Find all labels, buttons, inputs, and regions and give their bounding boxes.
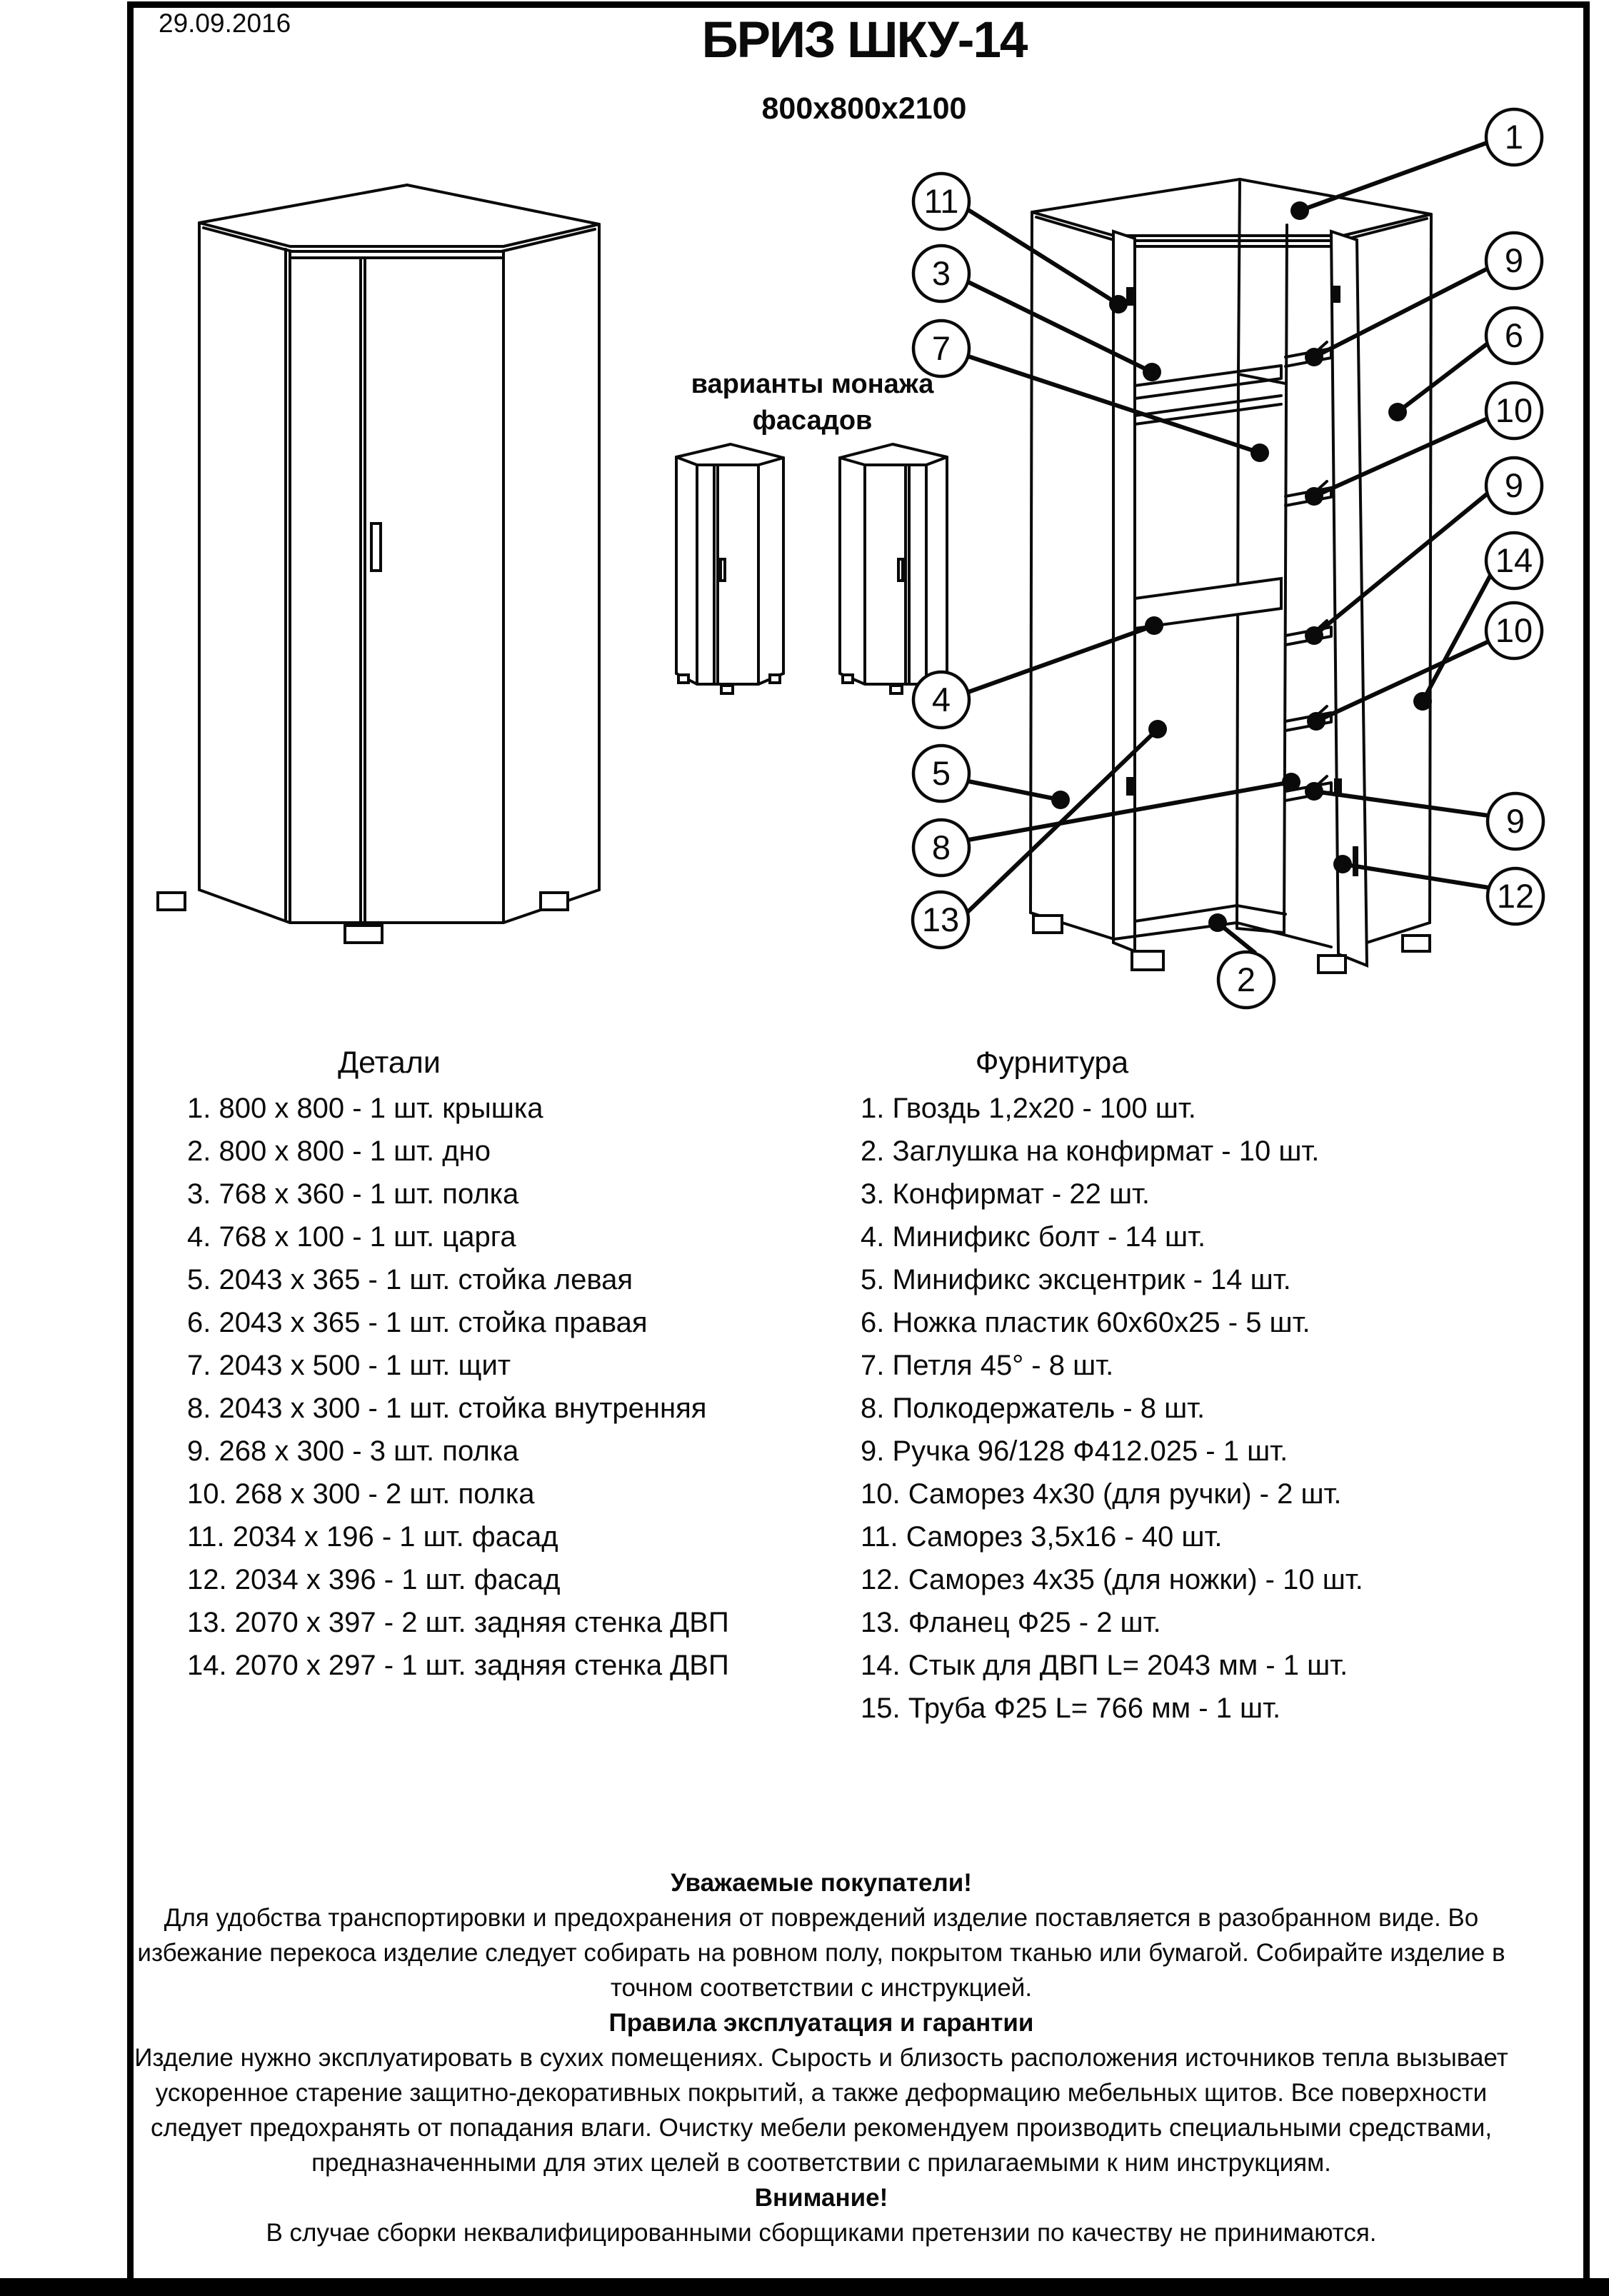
svg-text:3: 3	[931, 254, 951, 292]
facade-variant-left-drawing	[676, 444, 783, 693]
hardware-header: Фурнитура	[975, 1046, 1129, 1080]
list-item: 10. 268 х 300 - 2 шт. полка	[187, 1478, 535, 1510]
svg-text:9: 9	[1505, 802, 1525, 840]
foot	[1318, 956, 1345, 973]
svg-text:10: 10	[1495, 611, 1533, 649]
foot	[1403, 936, 1430, 951]
list-item: 9. 268 х 300 - 3 шт. полка	[187, 1435, 519, 1467]
dimensions-subtitle: 800х800х2100	[761, 91, 967, 126]
details-list	[187, 1041, 773, 1687]
foot	[678, 675, 688, 683]
facade-variants-label-line2: фасадов	[752, 406, 873, 436]
list-item: 7. 2043 х 500 - 1 шт. щит	[187, 1350, 511, 1381]
svg-text:4: 4	[931, 681, 951, 718]
list-item: 3. Конфирмат - 22 шт.	[861, 1178, 1151, 1210]
footer-paragraph-care: Изделие нужно эксплуатировать в сухих помещениях. Сырость и близость расположения источников тепла вызывает ускоренное старение защитно-декоративных покрытий, а также деформацию мебельных щитов. Все поверхности следует предохранять от попадания влаги. Очистку мебели рекомендуем производить специальными средствами, предназначенными для этих целей в соответствии с прилагаемыми к ним инструкциям.	[134, 2044, 1508, 2177]
foot	[1033, 916, 1062, 933]
callout-11	[913, 174, 969, 229]
callout-6	[1486, 308, 1542, 364]
svg-text:7: 7	[931, 329, 951, 367]
list-item: 9. Ручка 96/128 Ф412.025 - 1 шт.	[861, 1435, 1288, 1467]
hardware-items	[861, 1087, 1575, 1730]
list-item: 13. Фланец Ф25 - 2 шт.	[861, 1607, 1161, 1638]
list-item: 10. Саморез 4х30 (для ручки) - 2 шт.	[861, 1478, 1342, 1510]
list-item: 5. 2043 х 365 - 1 шт. стойка левая	[187, 1264, 633, 1295]
footer-heading-customers: Уважаемые покупатели!	[671, 1869, 972, 1897]
list-item: 12. Саморез 4х35 (для ножки) - 10 шт.	[861, 1564, 1363, 1595]
foot	[158, 893, 185, 910]
callout-14	[1486, 533, 1542, 588]
footer-paragraph-transport: Для удобства транспортировки и предохранения от повреждений изделие поставляется в разобранном виде. Во избежание перекоса изделие следует собирать на ровном полу, покрытом тканью или бумагой. Собирайте изделие в точном соответствии с инструкцией.	[137, 1904, 1505, 2002]
door-handle	[371, 523, 381, 571]
list-item: 8. 2043 х 300 - 1 шт. стойка внутренняя	[187, 1393, 707, 1424]
hardware-list	[861, 1041, 1575, 1730]
list-item: 7. Петля 45° - 8 шт.	[861, 1350, 1114, 1381]
small-shelves	[1285, 342, 1331, 801]
callout-13	[913, 892, 968, 948]
list-item: 2. 800 х 800 - 1 шт. дно	[187, 1136, 491, 1167]
bottom-border-bar	[0, 2278, 1609, 2296]
svg-text:12: 12	[1496, 877, 1535, 915]
svg-text:9: 9	[1504, 466, 1524, 504]
foot	[345, 926, 382, 943]
list-item: 4. 768 х 100 - 1 шт. царга	[187, 1221, 516, 1253]
svg-text:10: 10	[1495, 391, 1533, 429]
left-facade-door	[1113, 231, 1135, 951]
svg-text:8: 8	[931, 828, 951, 866]
callout-9-top	[1486, 233, 1542, 289]
list-item: 15. Труба Ф25 L= 766 мм - 1 шт.	[861, 1693, 1281, 1724]
list-item: 14. Стык для ДВП L= 2043 мм - 1 шт.	[861, 1650, 1348, 1681]
door-handle	[721, 559, 725, 581]
callout-9-mid	[1486, 458, 1542, 513]
list-item: 1. 800 х 800 - 1 шт. крышка	[187, 1093, 543, 1124]
leader-lines	[968, 143, 1493, 953]
list-item: 11. Саморез 3,5х16 - 40 шт.	[861, 1521, 1223, 1553]
callout-10-bottom	[1486, 603, 1542, 658]
list-item: 11. 2034 х 196 - 1 шт. фасад	[187, 1521, 558, 1553]
facade-variant-right-drawing	[840, 444, 947, 693]
footer-heading-rules: Правила эксплуатация и гарантии	[608, 2009, 1034, 2037]
svg-text:9: 9	[1504, 241, 1524, 279]
foot	[721, 686, 733, 693]
svg-text:1: 1	[1504, 118, 1524, 156]
door-handle	[898, 559, 903, 581]
list-item: 8. Полкодержатель - 8 шт.	[861, 1393, 1206, 1424]
list-item: 2. Заглушка на конфирмат - 10 шт.	[861, 1136, 1320, 1167]
facade-variants-label	[678, 366, 946, 439]
foot	[770, 675, 780, 683]
details-items	[187, 1087, 773, 1687]
details-header: Детали	[338, 1046, 441, 1080]
svg-text:2: 2	[1236, 961, 1256, 998]
list-item: 4. Минификс болт - 14 шт.	[861, 1221, 1206, 1253]
exploded-wardrobe-drawing	[1031, 179, 1431, 973]
list-item: 5. Минификс эксцентрик - 14 шт.	[861, 1264, 1291, 1295]
svg-text:6: 6	[1504, 316, 1524, 354]
foot	[1132, 951, 1163, 970]
list-item: 6. Ножка пластик 60х60х25 - 5 шт.	[861, 1307, 1310, 1338]
callout-2	[1218, 952, 1274, 1008]
callout-4	[913, 672, 969, 728]
assembled-wardrobe-drawing	[158, 185, 599, 943]
callout-3	[913, 246, 969, 301]
foot	[541, 893, 568, 910]
page-title: БРИЗ ШКУ-14	[701, 12, 1027, 69]
svg-text:11: 11	[923, 182, 959, 220]
svg-text:5: 5	[931, 754, 951, 792]
list-item: 12. 2034 х 396 - 1 шт. фасад	[187, 1564, 561, 1595]
svg-text:14: 14	[1495, 541, 1533, 579]
date: 29.09.2016	[159, 9, 291, 38]
callout-5	[913, 746, 969, 801]
foot	[891, 686, 902, 693]
callout-10-top	[1486, 383, 1542, 438]
facade-variants-label-line1: варианты монажа	[691, 369, 934, 399]
list-item: 14. 2070 х 297 - 1 шт. задняя стенка ДВП	[187, 1650, 729, 1681]
list-item: 3. 768 х 360 - 1 шт. полка	[187, 1178, 519, 1210]
footer-paragraph-warranty: В случае сборки неквалифицированными сборщиками претензии по качеству не принимаются.	[266, 2219, 1377, 2247]
list-item: 13. 2070 х 397 - 2 шт. задняя стенка ДВП	[187, 1607, 729, 1638]
foot	[843, 675, 853, 683]
footer-heading-attention: Внимание!	[754, 2184, 888, 2212]
list-item: 6. 2043 х 365 - 1 шт. стойка правая	[187, 1307, 648, 1338]
callout-9-bottom	[1488, 793, 1543, 849]
callout-12	[1488, 868, 1543, 924]
list-item: 1. Гвоздь 1,2х20 - 100 шт.	[861, 1093, 1196, 1124]
footer-notes	[107, 1865, 1535, 2250]
callout-8	[913, 820, 969, 876]
svg-text:13: 13	[921, 901, 960, 938]
